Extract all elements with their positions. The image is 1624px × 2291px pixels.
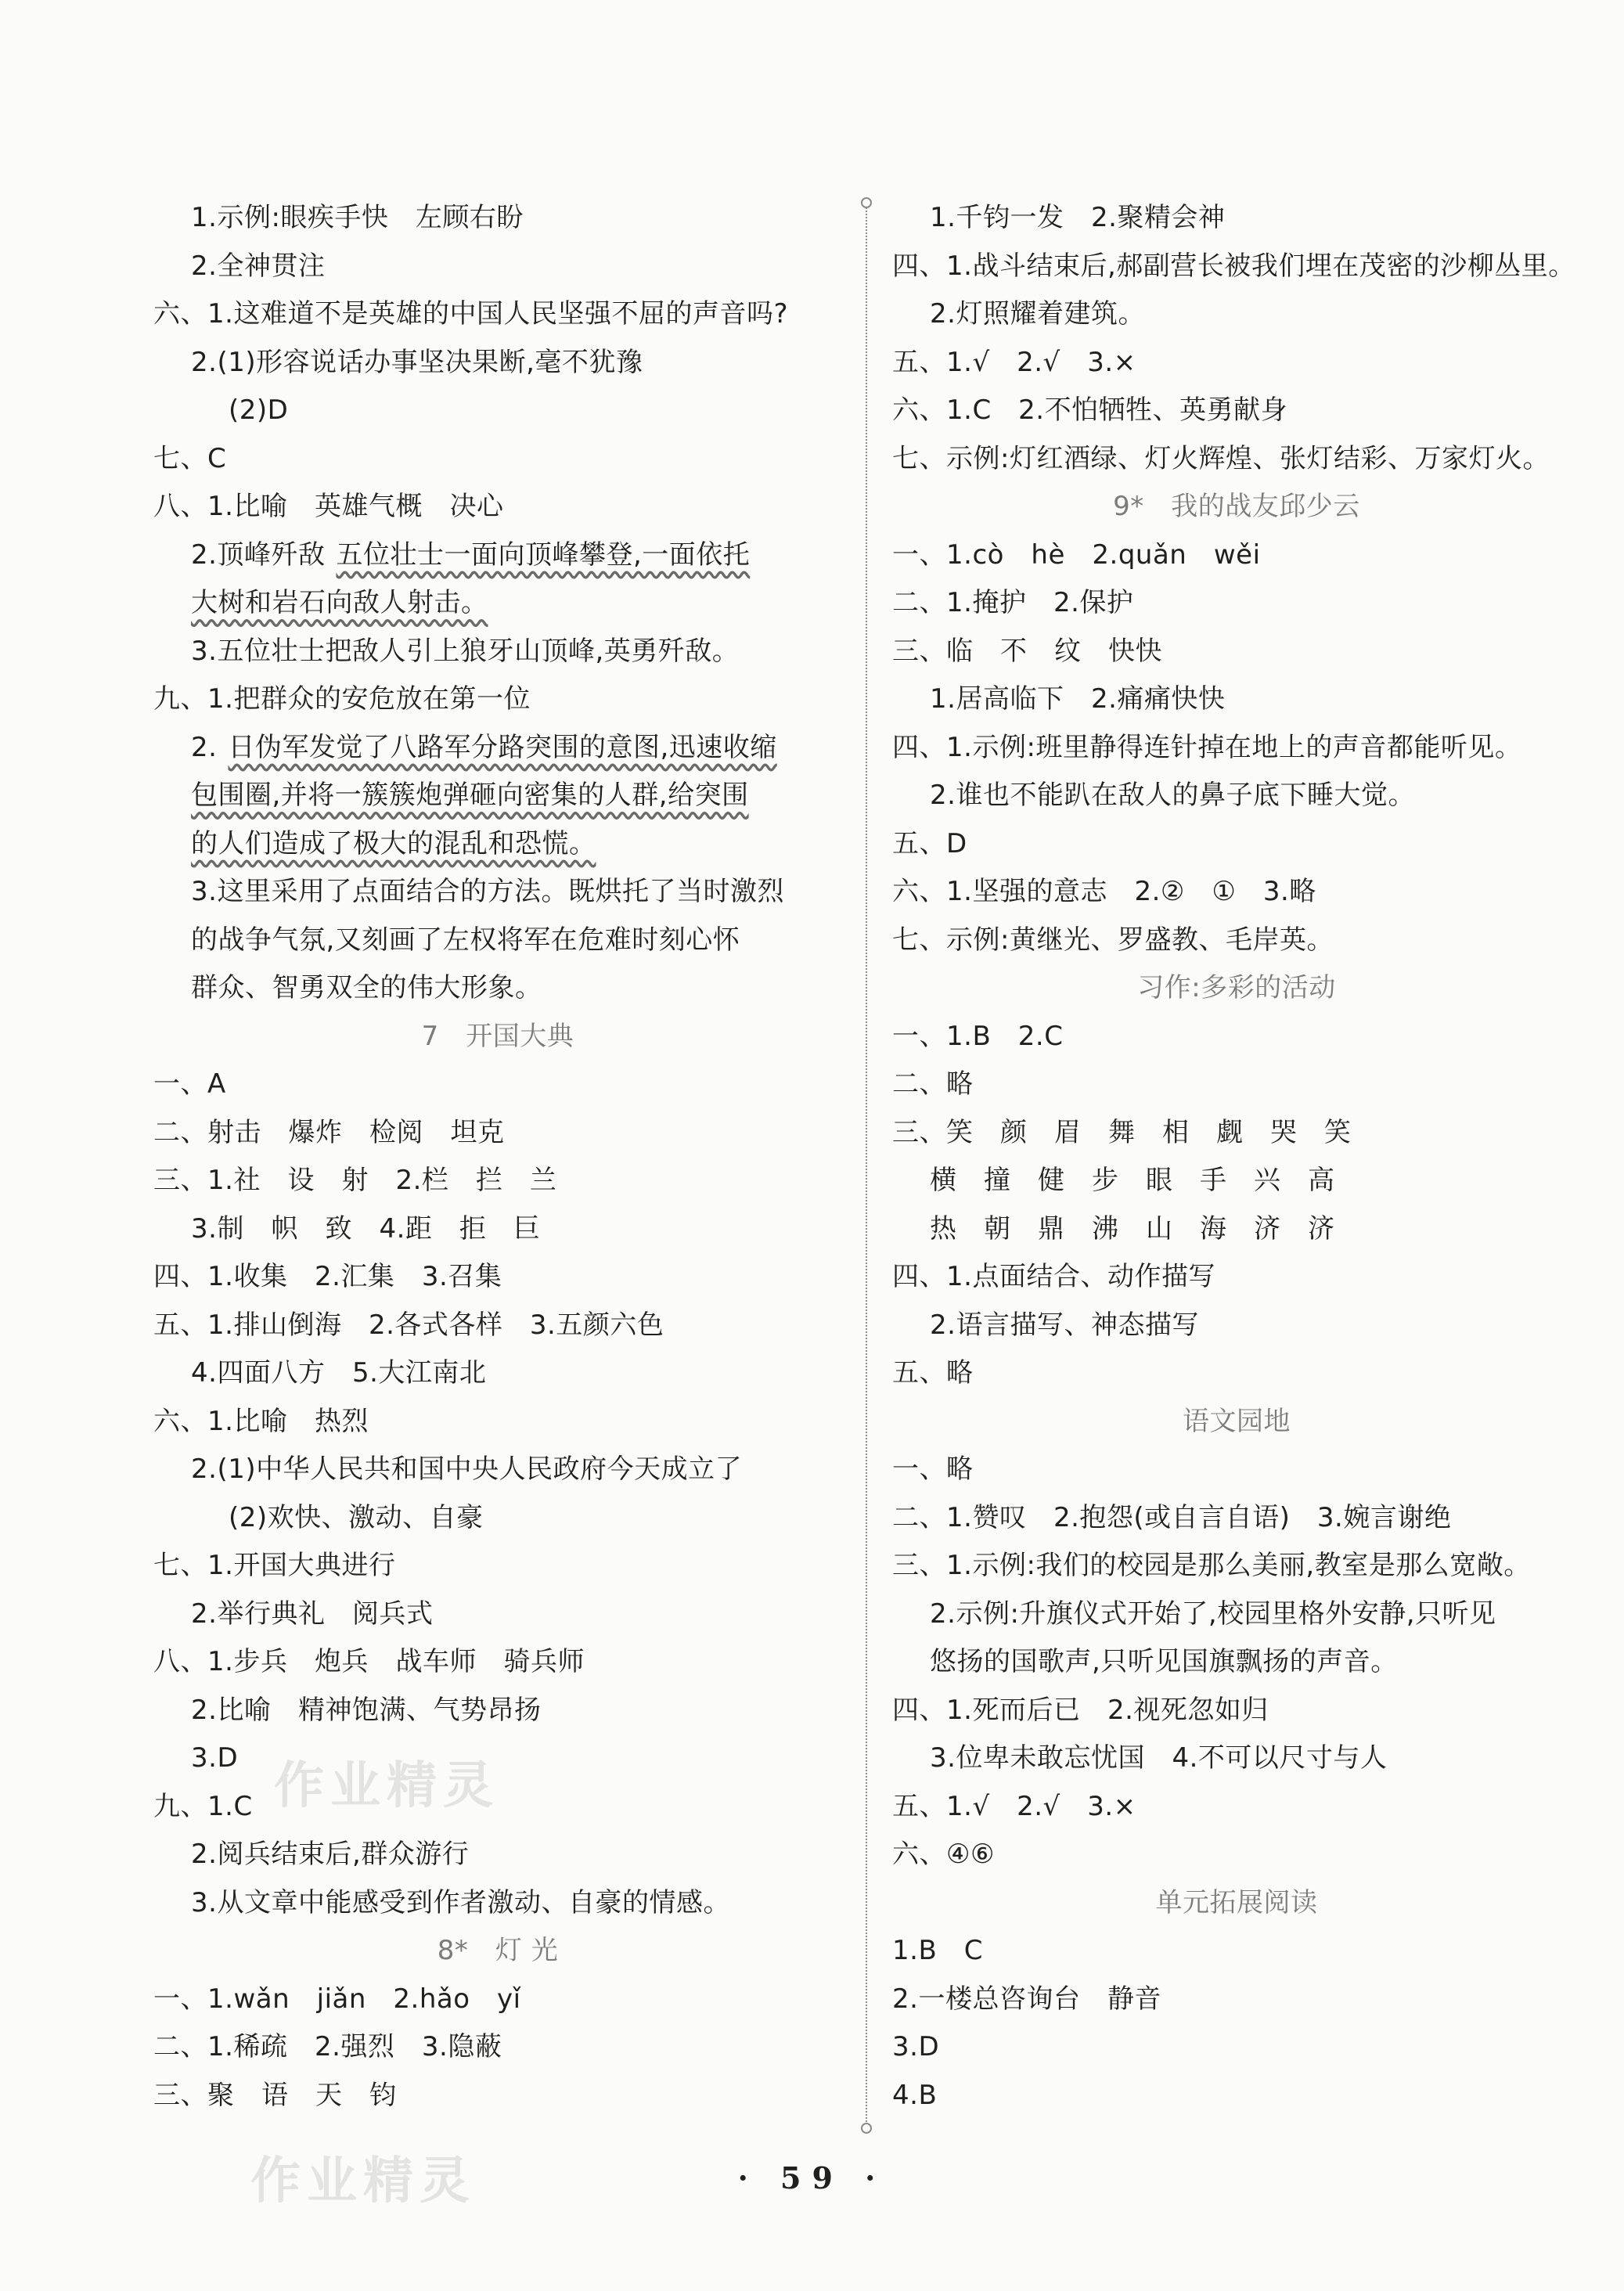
answer-line bbox=[153, 1687, 842, 1735]
answer-line bbox=[153, 290, 842, 339]
answer-line bbox=[892, 1013, 1581, 1061]
answer-line bbox=[892, 2072, 1581, 2120]
answer-text: 六、1.坚强的意志 2.② ① 3.略 bbox=[892, 876, 1316, 907]
answer-text: 单元拓展阅读 bbox=[1155, 1886, 1318, 1918]
answer-line bbox=[892, 435, 1581, 484]
answer-text: 三、笑 颜 眉 舞 相 觑 哭 笑 bbox=[892, 1116, 1352, 1148]
answer-line bbox=[892, 1302, 1581, 1350]
answer-text: 的战争气氛,又刻画了左权将军在危难时刻心怀 bbox=[191, 924, 740, 956]
answer-line bbox=[892, 1205, 1581, 1254]
answer-line bbox=[892, 628, 1581, 676]
answer-text: 2.阅兵结束后,群众游行 bbox=[191, 1839, 470, 1870]
page-number: · 59 · bbox=[737, 2160, 887, 2196]
answer-text: 二、1.稀疏 2.强烈 3.隐蔽 bbox=[153, 2031, 502, 2062]
answer-text: 六、④⑥ bbox=[892, 1839, 995, 1870]
watermark-bottom: 作业精灵 bbox=[250, 2152, 476, 2210]
underlined-answer: 日伪军发觉了八路军分路突围的意图,迅速收缩 bbox=[228, 731, 777, 763]
answer-text: 2.灯照耀着建筑。 bbox=[930, 298, 1145, 330]
answer-line bbox=[892, 820, 1581, 869]
answer-text: 一、1.cò hè 2.quǎn wěi bbox=[892, 539, 1261, 571]
answer-text: 二、略 bbox=[892, 1068, 974, 1100]
answer-line bbox=[153, 1157, 842, 1205]
answer-text: 七、示例:灯红酒绿、灯火辉煌、张灯结彩、万家灯火。 bbox=[892, 442, 1550, 474]
answer-line bbox=[892, 1783, 1581, 1832]
answer-text: 2.一楼总咨询台 静音 bbox=[892, 1983, 1161, 2015]
answer-line bbox=[892, 868, 1581, 917]
answer-line bbox=[153, 1349, 842, 1398]
answer-line bbox=[892, 339, 1581, 387]
answer-line bbox=[892, 724, 1581, 773]
answer-line bbox=[153, 1253, 842, 1302]
answer-text: 横 撞 健 步 眼 手 兴 高 bbox=[930, 1165, 1335, 1196]
answer-text: 3.从文章中能感受到作者激动、自豪的情感。 bbox=[191, 1886, 730, 1918]
answer-line bbox=[892, 387, 1581, 435]
answer-text: 一、1.B 2.C bbox=[892, 1020, 1064, 1052]
answer-text: 1.居高临下 2.痛痛快快 bbox=[930, 683, 1226, 715]
answer-text: (2)D bbox=[229, 394, 289, 426]
underlined-answer: 的人们造成了极大的混乱和恐慌。 bbox=[191, 827, 596, 859]
section-heading bbox=[153, 1927, 842, 1976]
underlined-answer: 包围圈,并将一簇簇炮弹砸向密集的人群,给突围 bbox=[191, 780, 749, 811]
underlined-answer: 大树和岩石向敌人射击。 bbox=[191, 587, 488, 618]
answer-text: 八、1.比喻 英雄气概 决心 bbox=[153, 491, 504, 522]
right-column bbox=[892, 194, 1581, 2120]
answer-line bbox=[892, 1638, 1581, 1687]
section-heading bbox=[892, 1879, 1581, 1928]
answer-text: 2.(1)形容说话办事坚决果断,毫不犹豫 bbox=[191, 346, 643, 378]
answer-text: 3.制 帜 致 4.距 拒 巨 bbox=[191, 1212, 541, 1245]
answer-line bbox=[153, 1542, 842, 1590]
answer-text: 2.语言描写、神态描写 bbox=[930, 1309, 1199, 1341]
answer-line bbox=[153, 387, 842, 435]
answer-line bbox=[153, 1494, 842, 1543]
answer-line bbox=[892, 1494, 1581, 1543]
answer-line bbox=[892, 1590, 1581, 1639]
answer-text: 热 朝 鼎 沸 山 海 济 济 bbox=[930, 1212, 1335, 1245]
answer-text: 2. bbox=[191, 731, 218, 763]
answer-line bbox=[892, 194, 1581, 243]
answer-text: 三、1.示例:我们的校园是那么美丽,教室是那么宽敞。 bbox=[892, 1550, 1531, 1581]
answer-line bbox=[153, 531, 842, 580]
divider-top-dot bbox=[861, 197, 872, 208]
answer-line bbox=[153, 1879, 842, 1928]
answer-line bbox=[892, 772, 1581, 820]
answer-text: 四、1.收集 2.汇集 3.召集 bbox=[153, 1261, 502, 1292]
answer-line bbox=[153, 339, 842, 387]
answer-line bbox=[153, 724, 842, 773]
answer-line bbox=[153, 917, 842, 965]
section-heading bbox=[892, 483, 1581, 531]
answer-text: 3.位卑未敢忘忧国 4.不可以尺寸与人 bbox=[930, 1742, 1388, 1774]
answer-line bbox=[892, 1734, 1581, 1783]
answer-line bbox=[153, 1446, 842, 1494]
answer-line bbox=[153, 964, 842, 1013]
answer-line bbox=[153, 628, 842, 676]
answer-text: 七、示例:黄继光、罗盛教、毛岸英。 bbox=[892, 924, 1334, 956]
answer-line bbox=[892, 290, 1581, 339]
answer-text: 三、聚 语 天 钧 bbox=[153, 2079, 397, 2111]
answer-text: 五、D bbox=[892, 827, 967, 859]
answer-text: 语文园地 bbox=[1183, 1405, 1291, 1437]
answer-text: 二、射击 爆炸 检阅 坦克 bbox=[153, 1116, 505, 1148]
answer-text: 一、1.wǎn jiǎn 2.hǎo yǐ bbox=[153, 1983, 521, 2015]
answer-text: 六、1.C 2.不怕牺牲、英勇献身 bbox=[892, 394, 1288, 426]
answer-line bbox=[892, 1542, 1581, 1590]
answer-line bbox=[892, 1446, 1581, 1494]
answer-line bbox=[153, 1976, 842, 2024]
answer-text: 4.B bbox=[892, 2079, 938, 2111]
answer-line bbox=[892, 1061, 1581, 1109]
answer-text: 五、略 bbox=[892, 1357, 974, 1389]
answer-text: 3.这里采用了点面结合的方法。既烘托了当时激烈 bbox=[191, 876, 784, 907]
answer-line bbox=[153, 1398, 842, 1446]
answer-text: 2.全神贯注 bbox=[191, 250, 326, 282]
left-column bbox=[153, 194, 842, 2120]
answer-line bbox=[153, 820, 842, 869]
answer-line bbox=[892, 531, 1581, 580]
answer-text: 2.举行典礼 阅兵式 bbox=[191, 1598, 434, 1630]
answer-line bbox=[892, 1687, 1581, 1735]
answer-line bbox=[892, 675, 1581, 724]
answer-text: 群众、智勇双全的伟大形象。 bbox=[191, 972, 542, 1003]
answer-line bbox=[892, 1927, 1581, 1976]
answer-line bbox=[892, 1349, 1581, 1398]
answer-line bbox=[892, 1831, 1581, 1879]
section-heading bbox=[892, 1398, 1581, 1446]
answer-line bbox=[153, 579, 842, 628]
answer-line bbox=[892, 243, 1581, 291]
page-number-value: 59 bbox=[780, 2160, 844, 2196]
answer-text: 三、临 不 纹 快快 bbox=[892, 635, 1162, 667]
answer-text: 8* 灯 光 bbox=[437, 1935, 559, 1966]
answer-line bbox=[153, 194, 842, 243]
answer-line bbox=[153, 483, 842, 531]
answer-text: 1.千钧一发 2.聚精会神 bbox=[930, 202, 1226, 233]
answer-line bbox=[153, 2072, 842, 2120]
answer-text: 七、C bbox=[153, 442, 227, 474]
answer-text: 3.D bbox=[191, 1742, 239, 1774]
answer-text: 1.示例:眼疾手快 左顾右盼 bbox=[191, 202, 524, 233]
answer-text: 二、1.掩护 2.保护 bbox=[892, 587, 1134, 618]
answer-text: 1.B C bbox=[892, 1935, 984, 1966]
answer-text: 四、1.战斗结束后,郝副营长被我们埋在茂密的沙柳丛里。 bbox=[892, 250, 1575, 282]
answer-text: 四、1.点面结合、动作描写 bbox=[892, 1261, 1215, 1292]
answer-text: 2.顶峰歼敌 bbox=[191, 539, 326, 571]
answer-text: 2.示例:升旗仪式开始了,校园里格外安静,只听见 bbox=[930, 1598, 1496, 1630]
section-heading bbox=[153, 1013, 842, 1061]
watermark: 作业精灵 bbox=[274, 1757, 499, 1815]
answer-text: 五、1.√ 2.√ 3.× bbox=[892, 346, 1136, 378]
answer-line bbox=[892, 579, 1581, 628]
answer-text: 六、1.比喻 热烈 bbox=[153, 1405, 369, 1437]
answer-text: 二、1.赞叹 2.抱怨(或自言自语) 3.婉言谢绝 bbox=[892, 1501, 1452, 1533]
answer-text: 悠扬的国歌声,只听见国旗飘扬的声音。 bbox=[930, 1646, 1398, 1677]
answer-line bbox=[153, 435, 842, 484]
answer-text: 2.谁也不能趴在敌人的鼻子底下睡大觉。 bbox=[930, 780, 1415, 811]
answer-text: 五、1.排山倒海 2.各式各样 3.五颜六色 bbox=[153, 1309, 664, 1341]
answer-text: 7 开国大典 bbox=[421, 1020, 574, 1052]
answer-text: 一、A bbox=[153, 1068, 226, 1100]
answer-line bbox=[892, 1109, 1581, 1158]
divider-bottom-dot bbox=[861, 2123, 872, 2134]
answer-text: (2)欢快、激动、自豪 bbox=[229, 1501, 484, 1533]
answer-line bbox=[153, 2023, 842, 2072]
answer-line bbox=[153, 772, 842, 820]
answer-text: 2.(1)中华人民共和国中央人民政府今天成立了 bbox=[191, 1453, 743, 1485]
answer-line bbox=[153, 243, 842, 291]
answer-text: 一、略 bbox=[892, 1453, 974, 1485]
answer-text: 九、1.把群众的安危放在第一位 bbox=[153, 683, 531, 715]
answer-text: 4.四面八方 5.大江南北 bbox=[191, 1357, 487, 1389]
answer-text: 3.D bbox=[892, 2031, 940, 2062]
answer-line bbox=[892, 1157, 1581, 1205]
answer-text: 八、1.步兵 炮兵 战车师 骑兵师 bbox=[153, 1646, 585, 1677]
answer-line bbox=[153, 1205, 842, 1254]
answer-text: 2.比喻 精神饱满、气势昂扬 bbox=[191, 1694, 542, 1726]
answer-line bbox=[153, 868, 842, 917]
answer-line bbox=[153, 675, 842, 724]
answer-text: 五、1.√ 2.√ 3.× bbox=[892, 1790, 1136, 1822]
answer-line bbox=[153, 1590, 842, 1639]
underlined-answer: 五位壮士一面向顶峰攀登,一面依托 bbox=[336, 539, 751, 571]
answer-text: 三、1.社 设 射 2.栏 拦 兰 bbox=[153, 1165, 557, 1196]
answer-text: 9* 我的战友邱少云 bbox=[1113, 491, 1360, 522]
answer-text: 四、1.示例:班里静得连针掉在地上的声音都能听见。 bbox=[892, 731, 1522, 763]
answer-line bbox=[153, 1302, 842, 1350]
answer-line bbox=[153, 1061, 842, 1109]
answer-text: 七、1.开国大典进行 bbox=[153, 1550, 396, 1581]
answer-line bbox=[153, 1638, 842, 1687]
answer-text: 习作:多彩的活动 bbox=[1137, 972, 1336, 1003]
answer-line bbox=[153, 1109, 842, 1158]
answer-text: 四、1.死而后已 2.视死忽如归 bbox=[892, 1694, 1269, 1726]
answer-line bbox=[892, 2023, 1581, 2072]
answer-line bbox=[892, 1253, 1581, 1302]
answer-text: 九、1.C bbox=[153, 1790, 253, 1822]
section-heading bbox=[892, 964, 1581, 1013]
answer-line bbox=[892, 917, 1581, 965]
column-divider bbox=[866, 202, 867, 2127]
answer-text: 六、1.这难道不是英雄的中国人民坚强不屈的声音吗? bbox=[153, 298, 788, 330]
answer-line bbox=[892, 1976, 1581, 2024]
answer-line bbox=[153, 1831, 842, 1879]
answer-text: 3.五位壮士把敌人引上狼牙山顶峰,英勇歼敌。 bbox=[191, 635, 740, 667]
